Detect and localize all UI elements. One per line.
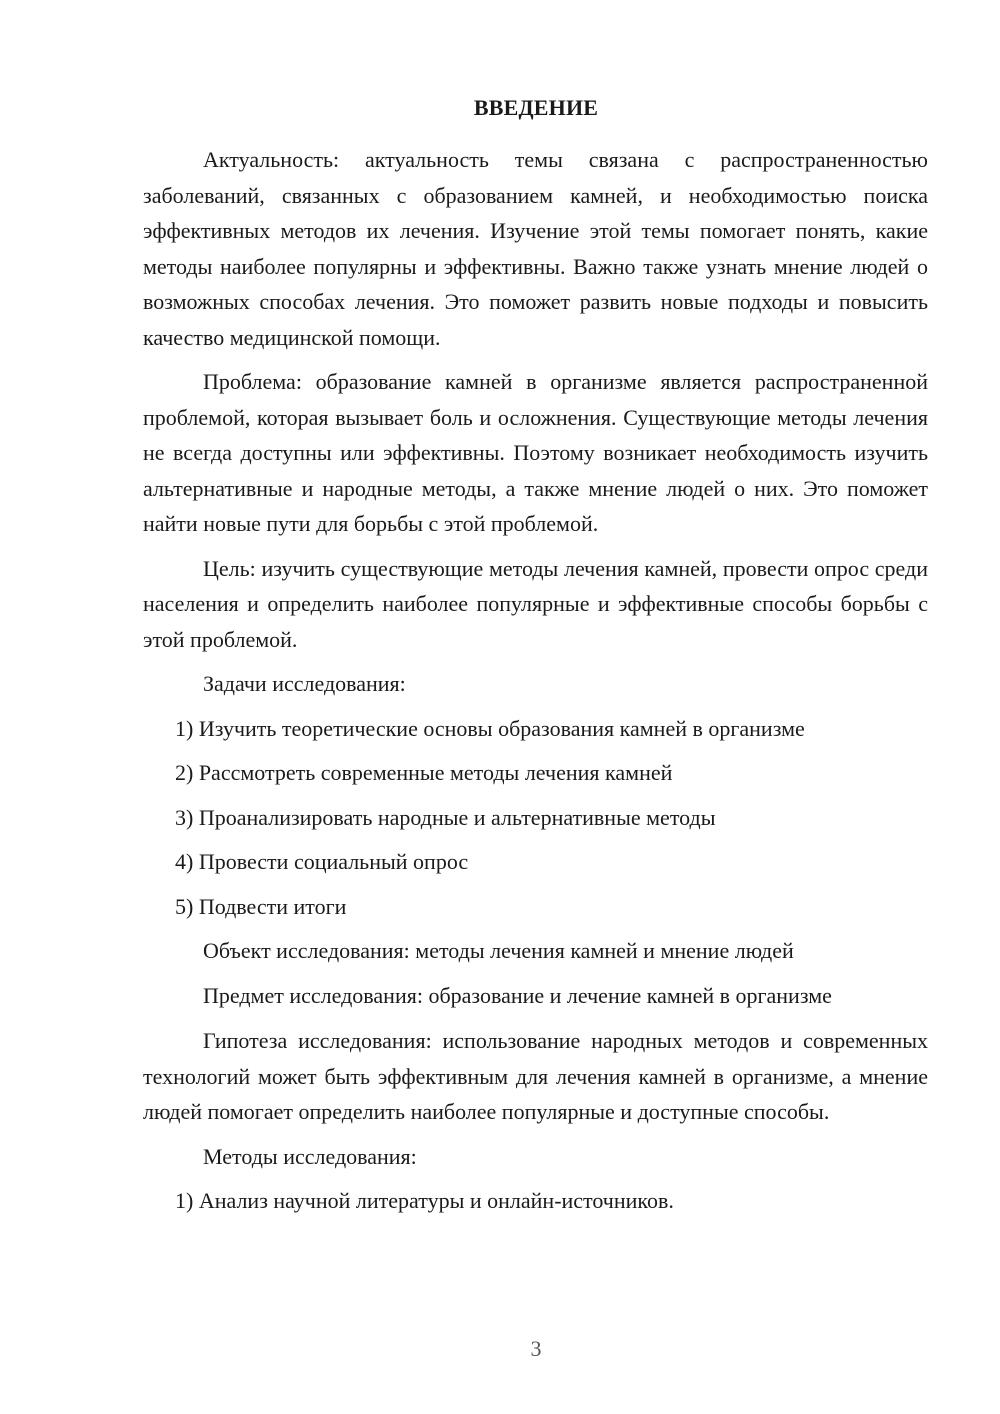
list-item: 4) Провести социальный опрос [175,849,469,874]
tasks-list [143,711,928,925]
list-item: 5) Подвести итоги [175,893,347,919]
page-title: ВВЕДЕНИЕ [473,95,599,120]
list-item: 1) Изучить теоретические основы образования камней в организме [175,715,805,741]
page-number: 3 [530,1336,542,1361]
subject-paragraph: Предмет исследования: образование и лечение камней в организме [203,982,832,1008]
methods-list [143,1183,928,1219]
hypothesis-paragraph: Гипотеза исследования: использование народных методов и современных технологий может быть эффективным для лечения камней в организме, а мнение людей помогает определить наиболее популярные и доступные способы. [143,1028,928,1124]
list-item: 2) Рассмотреть современные методы лечения камней [175,760,673,785]
list-item: 3) Проанализировать народные и альтернативные методы [175,804,716,830]
object-paragraph: Объект исследования: методы лечения камней и мнение людей [203,938,794,963]
problem-paragraph: Проблема: образование камней в организме является распространенной проблемой, которая вызывает боль и осложнения. Существующие методы лечения не всегда доступны или эффективны. Поэтому возникает необходимость изучить альтернативные и народные методы, а также мнение людей о них. Это поможет найти новые пути для борьбы с этой проблемой. [143,369,928,536]
goal-paragraph: Цель: изучить существующие методы лечения камней, провести опрос среди населения и определить наиболее популярные и эффективные способы борьбы с этой проблемой. [143,555,928,652]
tasks-heading: Задачи исследования: [203,671,406,696]
list-item: 1) Анализ научной литературы и онлайн-источников. [175,1188,674,1213]
methods-heading: Методы исследования: [203,1143,417,1169]
relevance-paragraph: Актуальность: актуальность темы связана с распространенностью заболеваний, связанных с образованием камней, и необходимостью поиска эффективных методов их лечения. Изучение этой темы помогает понять, какие методы наиболее популярны и эффективны. Важно также узнать мнение людей о возможных способах лечения. Это поможет развить новые подходы и повысить качество медицинской помощи. [143,147,928,350]
page-body [143,142,928,1219]
